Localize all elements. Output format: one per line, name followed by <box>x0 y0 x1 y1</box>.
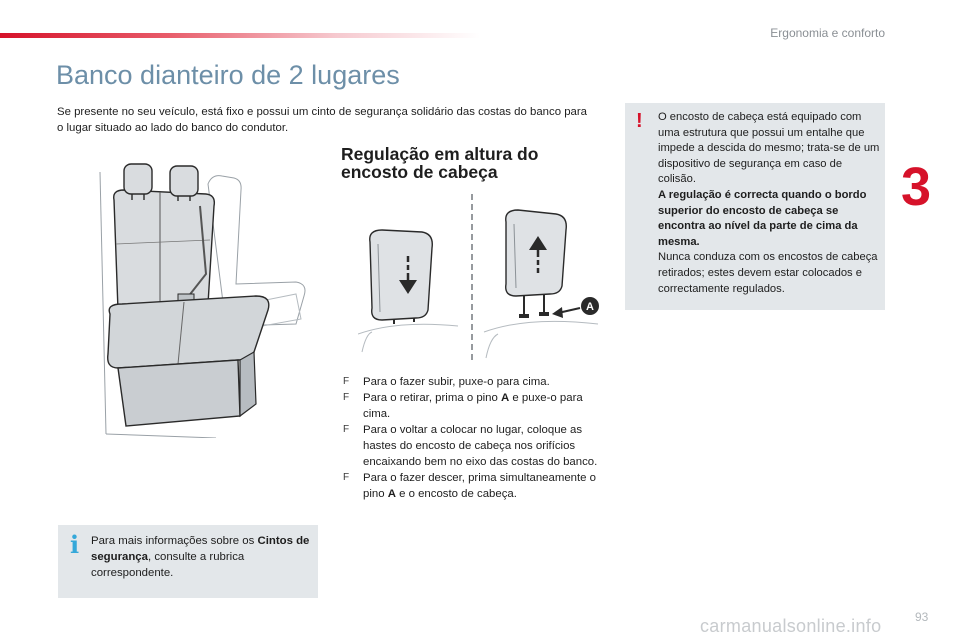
chapter-number: 3 <box>901 157 932 217</box>
pin-a-label: A <box>586 301 594 313</box>
intro-paragraph: Se presente no seu veículo, está fixo e possui um cinto de segurança solidário das costas do banco para o lugar situado ao lado do banco do condutor. <box>57 106 587 134</box>
page-title: Banco dianteiro de 2 lugares <box>56 60 400 90</box>
bullet-marker: F <box>343 472 350 483</box>
list-item: F Para o fazer descer, prima simultaneamente o pino A e o encosto de cabeça. <box>343 472 596 500</box>
instruction-list <box>341 374 611 502</box>
page-number: 93 <box>915 610 929 624</box>
list-item: F Para o fazer subir, puxe-o para cima. <box>343 376 550 388</box>
bullet-marker: F <box>343 376 350 387</box>
warning-icon: ! <box>636 110 643 132</box>
info-icon: i <box>70 530 80 559</box>
info-text: Para mais informações sobre os Cintos de segurança, consulte a rubrica correspondente. <box>91 535 310 579</box>
chapter-title: Ergonomia e conforto <box>770 26 885 40</box>
warning-text: O encosto de cabeça está equipado com uma estrutura que possui um entalhe que impede a descida do mesmo; trata-se de um dispositivo de segurança em caso de colisão. A regulação é correcta quando o bordo superior do encosto de cabeça se encontra ao nível da parte de cima da mesma. Nunca conduza com os encostos de cabeça retirados; estes devem estar colocados e correctamente regulados. <box>658 111 880 295</box>
list-item: F Para o retirar, prima o pino A e puxe-o para cima. <box>343 392 583 420</box>
watermark: carmanualsonline.info <box>700 616 882 636</box>
header-accent-bar <box>0 33 480 38</box>
warning-box <box>625 103 885 310</box>
bullet-marker: F <box>343 392 350 403</box>
bullet-marker: F <box>343 424 350 435</box>
seat-illustration <box>96 154 308 438</box>
info-box <box>58 525 318 598</box>
headrest-adjustment-diagram <box>358 192 608 362</box>
section-heading: Regulação em altura do encosto de cabeça <box>341 144 539 182</box>
list-item: F Para o voltar a colocar no lugar, coloque as hastes do encosto de cabeça nos orifícios encaixando bem no eixo das costas do banco. <box>343 424 598 468</box>
